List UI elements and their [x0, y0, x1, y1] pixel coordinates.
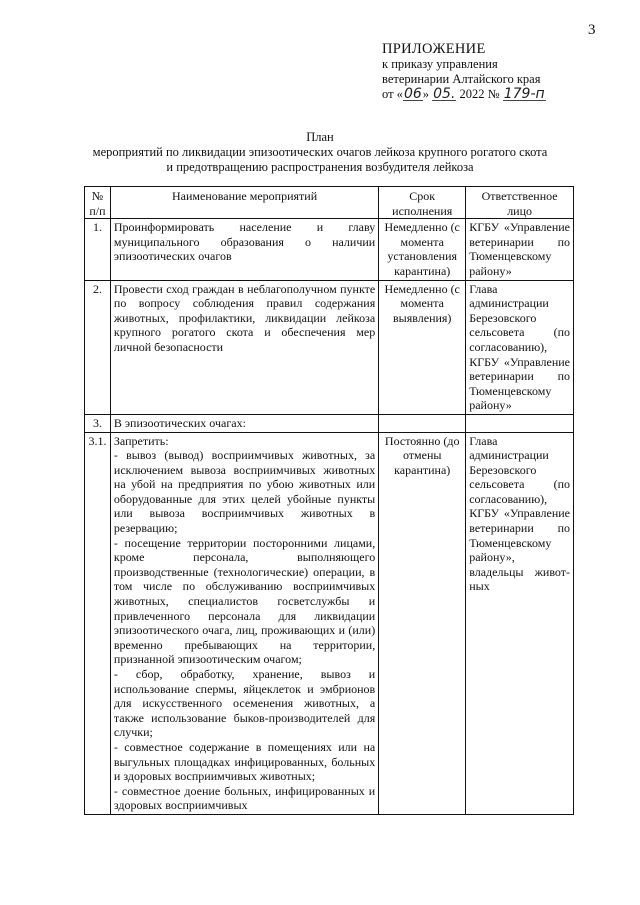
date-mid: » [422, 87, 430, 101]
title-line-1: План [306, 130, 334, 144]
prohibition-item: - посещение территории посторонними лицами, кроме персонала, выполняющего производственные (технологические) операции, в том числе по обслуживанию восприимчивых животных, специалистов госветслужбы и привлеченного персонала для ликвидации эпизоотического очага, лиц, проживающих и (или) временно пребывающих на территории, признанной эпизоотическим очагом; [113, 535, 376, 667]
handwritten-order-number: 179-п [503, 86, 545, 102]
year-label: 2022 № [459, 87, 500, 101]
row-num: 3. [85, 414, 111, 432]
row-num: 2. [85, 280, 111, 414]
prohibition-item: - сбор, обработку, хранение, вывоз и использование спермы, яйцеклеток и эмбрионов для искусственного осеменения животных, а также использование быков-производителей для случки; [113, 667, 376, 740]
row-term: Немедленно (с момента выявления) [379, 280, 466, 414]
title-line-2: мероприятий по ликвидации эпизоотических очагов лейкоза крупного рогатого скота [92, 145, 548, 159]
header-num: № п/п [85, 187, 111, 219]
row-action: Провести сход граждан в неблагополучном пункте по вопросу соблюдения правил содержания животных, профилактики, ликвидации лейкоза крупного рогатого скота и обеспечения мер личной безопасности [110, 280, 378, 414]
table-row [85, 414, 574, 432]
row-action: Проинформировать население и главу муниципального образования о наличии эпизоотических очагов [110, 219, 378, 280]
plan-title [80, 130, 560, 175]
row-num: 1. [85, 219, 111, 280]
prohibition-item: - совместное доение больных, инфицированных и здоровых восприимчивых [113, 783, 376, 813]
annex-heading: ПРИЛОЖЕНИЕ [382, 41, 486, 57]
prohibit-lead: Запретить: [113, 433, 169, 448]
row-responsible: КГБУ «Управление ветеринарии по Тюменцевскому району» [466, 219, 574, 280]
header-action: Наименование мероприятий [110, 187, 378, 219]
title-line-3: и предотвращению распространения возбудителя лейкоза [166, 160, 474, 174]
header-term: Срок исполнения [379, 187, 466, 219]
row-term: Постоянно (до отмены карантина) [379, 432, 466, 814]
date-prefix: от « [382, 87, 403, 101]
order-date-line [382, 87, 546, 102]
prohibition-item: - совместное содержание в помещениях или на выгульных площадках инфицированных, больных и здоровых восприимчивых животных; [113, 739, 376, 784]
header-responsible: Ответственное лицо [466, 187, 574, 219]
prohibition-item: - вывоз (вывод) восприимчивых животных, за исключением вывоза восприимчивых животных на убой на предприятия по убою животных или оборудованные для этих целей убойные пункты или вывоза восприимчивых животных в резервацию; [113, 448, 376, 536]
handwritten-month: 05. [433, 86, 456, 102]
row-num: 3.1. [85, 432, 111, 814]
table-row [85, 280, 574, 414]
plan-table [84, 186, 574, 815]
annex-line-1: к приказу управления [382, 57, 498, 71]
row-term: Немедленно (с момента установления карантина) [379, 219, 466, 280]
table-header-row [85, 187, 574, 219]
page-number: 3 [588, 22, 596, 38]
row-responsible: Глава администрации Березовского сельсовета (по согласованию), КГБУ «Управление ветеринарии по Тюменцевскому району», владельцы живот-ных [466, 432, 574, 814]
row-action: В эпизоотических очагах: [110, 414, 378, 432]
row-term [379, 414, 466, 432]
table-row [85, 432, 574, 814]
row-action [110, 432, 378, 814]
row-responsible [466, 414, 574, 432]
table-row [85, 219, 574, 280]
annex-line-2: ветеринарии Алтайского края [382, 72, 541, 86]
row-responsible: Глава администрации Березовского сельсовета (по согласованию), КГБУ «Управление ветеринарии по Тюменцевскому району» [466, 280, 574, 414]
annex-block [382, 42, 546, 102]
handwritten-day: 06 [403, 86, 422, 102]
